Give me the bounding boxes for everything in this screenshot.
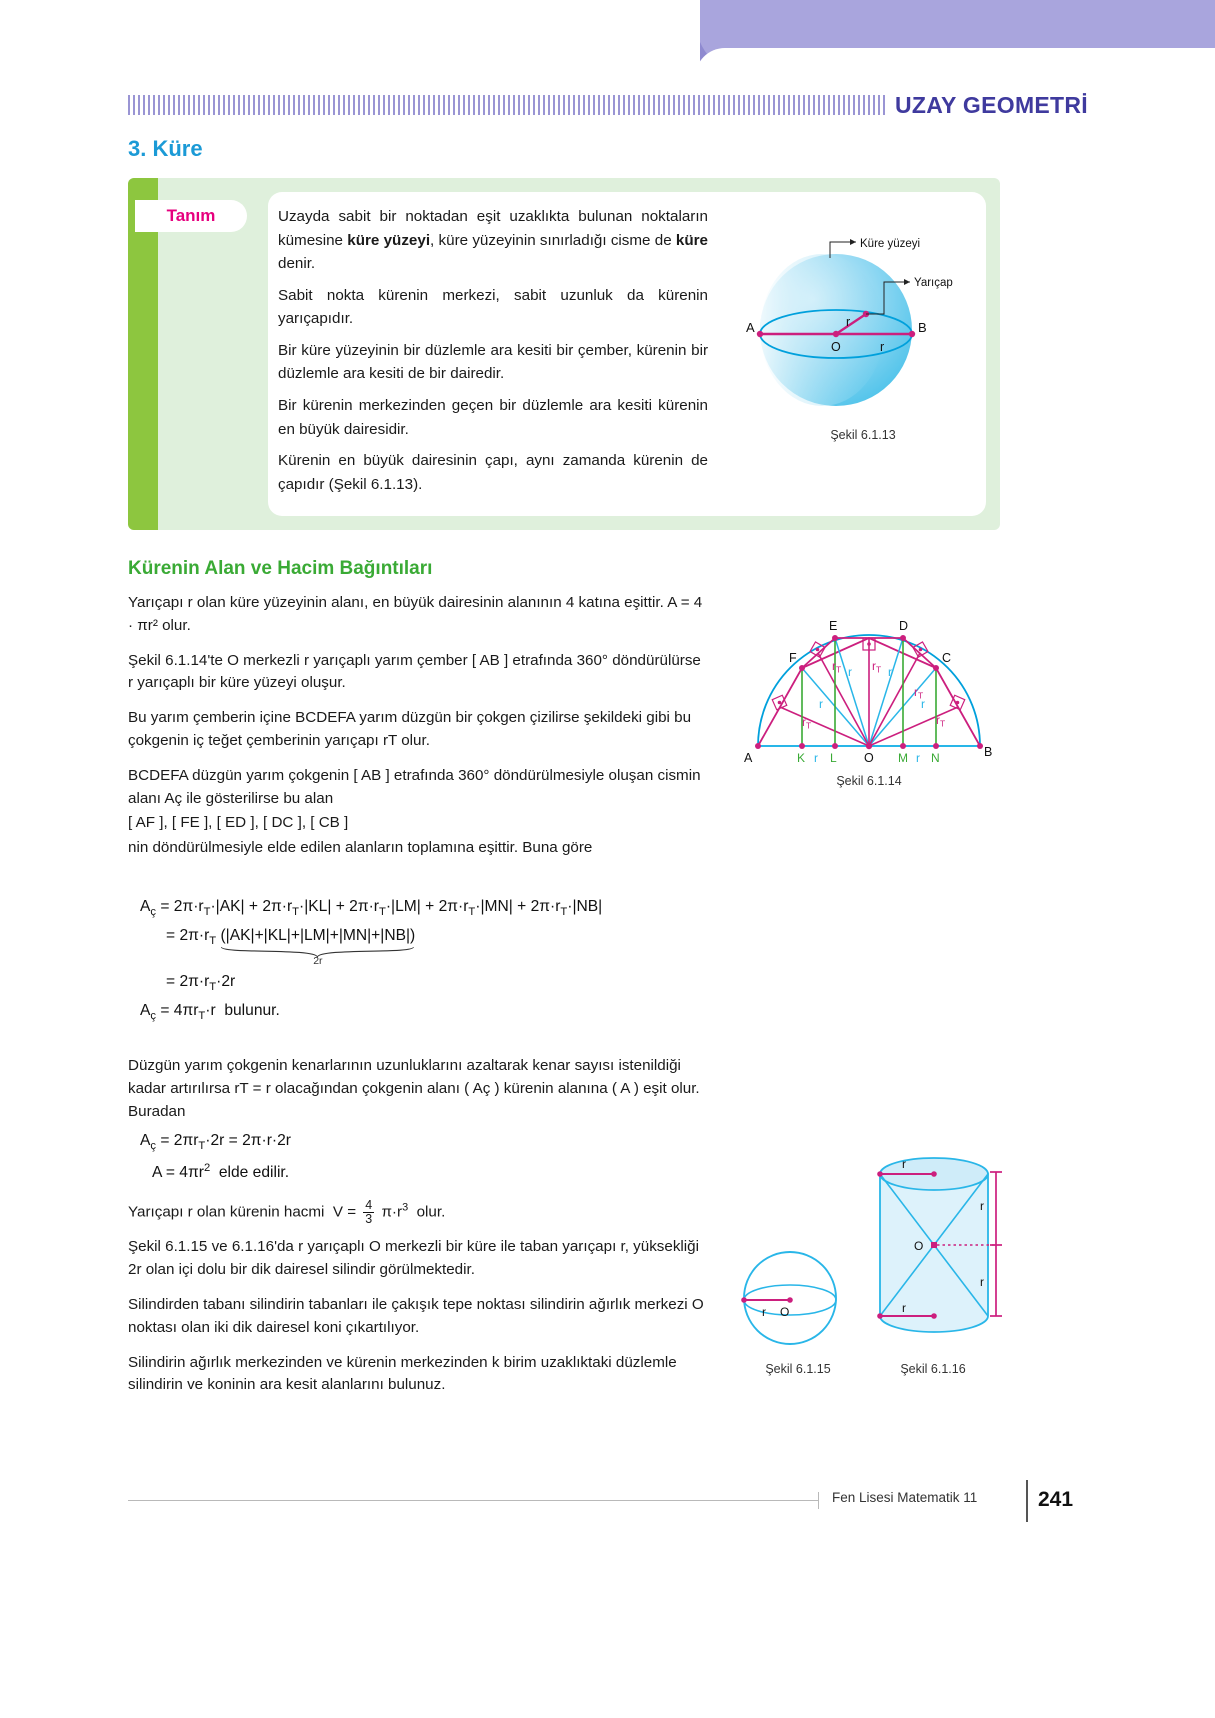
body-text-column bbox=[128, 592, 706, 872]
body-paragraph-6: Yarıçapı r olan kürenin hacmi V = $\frac{4}{3}$ $\pi\cdot r^3$ olur. bbox=[128, 1198, 446, 1227]
svg-text:F: F bbox=[789, 651, 797, 665]
cylinder-height-bottom-label: r bbox=[980, 1275, 984, 1289]
svg-text:rT: $r_T$ bbox=[802, 715, 812, 731]
body-paragraph-3 bbox=[128, 707, 706, 753]
svg-text:r: r bbox=[819, 697, 823, 711]
footer-book-title: Fen Lisesi Matematik 11 bbox=[832, 1490, 978, 1505]
point-b-dot bbox=[909, 331, 915, 337]
cylinder-bottom-radius-label: r bbox=[902, 1301, 906, 1315]
cylinder-top-radius-dot-right bbox=[931, 1171, 937, 1177]
svg-text:L: L bbox=[830, 751, 837, 765]
figures-6-1-15-and-16 bbox=[728, 1148, 1004, 1394]
surface-arrow bbox=[850, 239, 856, 245]
svg-text:r: r bbox=[916, 751, 920, 765]
sphere-cylinder-svg bbox=[728, 1148, 1004, 1362]
definition-paragraph: Uzayda sabit bir noktadan eşit uzaklıkta bulunan noktaların kümesine küre yüzeyi, küre yüzeyinin sınırladığı cisme de küre denir. bbox=[278, 208, 709, 273]
label-kure-yuzeyi: Küre yüzeyi bbox=[860, 238, 921, 250]
svg-text:K: K bbox=[797, 751, 806, 765]
label-r-slant: r bbox=[846, 315, 851, 329]
body-paragraph-9 bbox=[128, 1352, 706, 1398]
fraction-numerator: 4 bbox=[365, 1198, 373, 1213]
fraction-4-3 bbox=[363, 1199, 374, 1226]
svg-text:r: r bbox=[921, 697, 925, 711]
height-dimension-bar bbox=[990, 1172, 1002, 1316]
label-yaricap: Yarıçap bbox=[914, 277, 953, 289]
underbrace-group: (|AK|+|KL|+|LM|+|MN|+|NB|) 2r bbox=[220, 927, 416, 968]
equation-line-6: $A = 4\pi r^2$ elde edilir. bbox=[152, 1161, 290, 1182]
cylinder-height-top-label: r bbox=[980, 1199, 984, 1213]
figure-6-1-13-caption: Şekil 6.1.13 bbox=[830, 428, 896, 442]
body-p4c-text: nin döndürülmesiyle elde edilen alanların toplamına eşittir. Buna göre bbox=[128, 839, 593, 857]
figure-6-1-15-caption: Şekil 6.1.15 bbox=[765, 1362, 831, 1376]
footer-rule bbox=[128, 1500, 818, 1501]
equation-line-4: $A_ç = 4\pi r_T\cdot r$ bulunur. bbox=[140, 1002, 280, 1023]
body-paragraph-4 bbox=[128, 765, 706, 811]
svg-text:M: M bbox=[898, 751, 908, 765]
svg-text:rT: $r_T$ bbox=[936, 713, 946, 729]
band-white-curve bbox=[695, 48, 1215, 78]
body-paragraph-2 bbox=[128, 650, 706, 696]
fraction-denominator: 3 bbox=[365, 1212, 373, 1227]
equation-line-2: = $2\pi\cdot r_T$ (|AK|+|KL|+|LM|+|MN|+|NB|) 2r bbox=[166, 927, 416, 968]
page-number: 241 bbox=[1038, 1488, 1074, 1511]
figure-6-1-16-caption: Şekil 6.1.16 bbox=[900, 1362, 966, 1376]
sphere-radius-end-dot bbox=[741, 1297, 747, 1303]
svg-text:rT: $r_T$ bbox=[872, 659, 882, 675]
body-p9-text: Silindirin ağırlık merkezinden ve kürenin merkezinden k birim uzaklıktaki düzlemle silindirin ve koninin ara kesit alanlarını bulunuz. bbox=[128, 1353, 677, 1394]
cylinder-body bbox=[880, 1174, 988, 1332]
sphere-center-label: O bbox=[780, 1305, 790, 1319]
definition-paragraph: Kürenin en büyük dairesinin çapı, aynı zamanda kürenin de çapıdır (Şekil 6.1.13). bbox=[278, 452, 708, 493]
svg-text:r: r bbox=[814, 751, 818, 765]
sphere-highlight bbox=[760, 254, 884, 406]
figure-6-1-13 bbox=[738, 222, 988, 452]
label-r-flat: r bbox=[880, 340, 885, 354]
svg-text:A: A bbox=[744, 751, 753, 765]
point-a-dot bbox=[757, 331, 763, 337]
svg-text:C: C bbox=[942, 651, 952, 665]
cylinder-center-label: O bbox=[914, 1239, 924, 1253]
body-p7-text: Şekil 6.1.15 ve 6.1.16'da r yarıçaplı O merkezli bir küre ile taban yarıçapı r, yüksekliği 2r olan içi dolu bir dik dairesel silindir görülmektedir. bbox=[128, 1238, 700, 1279]
svg-text:D: D bbox=[899, 619, 909, 633]
body-paragraph-4b bbox=[128, 812, 706, 835]
sphere-diagram-svg bbox=[738, 222, 988, 422]
cylinder-center-marker bbox=[931, 1242, 937, 1248]
svg-text:rT: $r_T$ bbox=[914, 685, 924, 701]
definition-paragraph: Bir kürenin merkezinden geçen bir düzlemle ara kesiti kürenin en büyük dairesidir. bbox=[278, 396, 708, 438]
sphere-center-dot bbox=[787, 1297, 793, 1303]
definition-tab: Tanım bbox=[135, 200, 247, 232]
body-paragraph-5 bbox=[128, 1055, 706, 1123]
svg-text:B: B bbox=[984, 745, 993, 759]
svg-text:rT: $r_T$ bbox=[832, 659, 842, 675]
page-title: 3. Küre bbox=[128, 136, 203, 161]
definition-text bbox=[278, 205, 708, 504]
page-footer bbox=[128, 1480, 1088, 1524]
body-p2-text: Şekil 6.1.14'te O merkezli r yarıçaplı yarım çember [ AB ] etrafında 360° döndürülürse r yarıçaplı bir küre yüzeyi oluşur. bbox=[128, 651, 701, 692]
equation-line-3: = $2\pi\cdot r_T\cdot 2r$ bbox=[166, 973, 236, 994]
sphere-radius-label: r bbox=[762, 1305, 766, 1319]
body-paragraph-4c bbox=[128, 837, 706, 860]
label-point-b: B bbox=[918, 320, 927, 335]
interior-rt-labels bbox=[802, 659, 945, 731]
body-p4b-text: [ AF ], [ FE ], [ ED ], [ DC ], [ CB ] bbox=[128, 814, 349, 832]
body-p3-text: Bu yarım çemberin içine BCDEFA yarım düzgün bir çokgen çizilirse şekildeki gibi bu çokgenin iç teğet çemberinin yarıçapı rT olur. bbox=[128, 709, 692, 749]
body-text-column-2 bbox=[128, 1055, 706, 1409]
svg-text:N: N bbox=[931, 751, 940, 765]
band-white-left bbox=[0, 0, 700, 78]
running-head-title: UZAY GEOMETRİ bbox=[894, 91, 1088, 118]
decorative-top-band bbox=[0, 0, 1215, 78]
body-p8-text: Silindirden tabanı silindirin tabanları ile çakışık tepe noktası silindirin ağırlık merkezi O noktası olan iki dik dairesel koni çıkartılıyor. bbox=[128, 1296, 704, 1336]
footer-vertical-bar bbox=[1026, 1480, 1028, 1522]
radius-arrow bbox=[904, 279, 910, 285]
svg-text:r: r bbox=[848, 665, 852, 679]
body-paragraph-8 bbox=[128, 1294, 706, 1340]
svg-text:r: r bbox=[888, 665, 892, 679]
body-paragraph-1 bbox=[128, 592, 706, 638]
cylinder-bottom-radius-dot-left bbox=[877, 1313, 883, 1319]
cylinder-top-radius-dot-left bbox=[877, 1171, 883, 1177]
polygon-semicircle-svg bbox=[736, 596, 1002, 768]
label-center-o: O bbox=[831, 340, 841, 354]
body-p5-text: Düzgün yarım çokgenin kenarlarının uzunluklarını azaltarak kenar sayısı istenildiği kadar artırılırsa rT = r olacağından çokgenin alanı ( Aç ) kürenin alanına ( A ) eşit olur. Buradan bbox=[128, 1057, 700, 1120]
hatch-rule bbox=[128, 95, 885, 115]
underbrace-label: 2r bbox=[313, 955, 323, 968]
running-head bbox=[128, 88, 1088, 122]
label-point-a: A bbox=[746, 320, 755, 335]
svg-text:O: O bbox=[864, 751, 874, 765]
body-paragraph-7 bbox=[128, 1236, 706, 1282]
body-p1-text: Yarıçapı r olan küre yüzeyinin alanı, en büyük dairesinin alanının 4 katına eşittir. A = 4 · πr² olur. bbox=[128, 594, 703, 634]
footer-tick bbox=[818, 1492, 819, 1509]
definition-paragraph: Sabit nokta kürenin merkezi, sabit uzunluk da kürenin yarıçapıdır. bbox=[278, 286, 708, 328]
equation-block-1 bbox=[140, 898, 700, 1031]
equation-line-5: $A_ç = 2\pi r_T\cdot 2r = 2\pi\cdot r\cdot 2r$ bbox=[140, 1132, 291, 1153]
equation-line-1: $A_ç = 2\pi\cdot r_T\cdot|AK| + 2\pi\cdot r_T\cdot|KL| + 2\pi\cdot r_T\cdot|LM| + 2\pi\cdot r_T\cdot|MN| + 2\pi\cdot r_T\cdot|NB|$ bbox=[140, 898, 603, 919]
figure-6-1-14 bbox=[736, 596, 1002, 796]
cylinder-bottom-radius-dot-right bbox=[931, 1313, 937, 1319]
svg-text:E: E bbox=[829, 619, 838, 633]
cylinder-top-radius-label: r bbox=[902, 1157, 906, 1171]
definition-paragraph: Bir küre yüzeyinin bir düzlemle ara kesiti bir çember, kürenin bir düzlemle ara kesiti de bir dairedir. bbox=[278, 341, 708, 383]
subsection-title: Kürenin Alan ve Hacim Bağıntıları bbox=[128, 558, 433, 579]
body-p4a-text: BCDEFA düzgün yarım çokgenin [ AB ] etrafında 360° döndürülmesiyle oluşan cismin alanı Aç ile gösterilirse bu alan bbox=[128, 766, 701, 807]
figure-6-1-14-caption: Şekil 6.1.14 bbox=[836, 774, 902, 788]
